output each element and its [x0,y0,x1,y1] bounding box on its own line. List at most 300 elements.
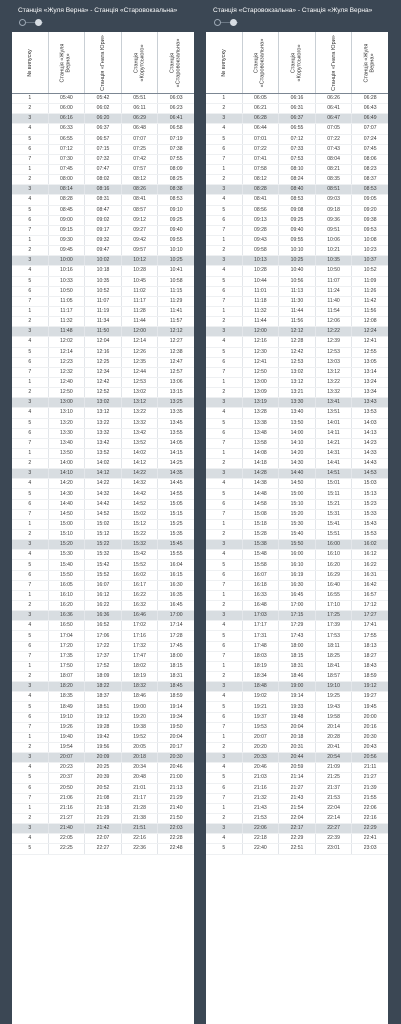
table-row [12,814,194,824]
time-cell: 11:54 [316,307,353,316]
time-cell: 14:01 [316,419,353,428]
table-row [12,682,194,692]
time-cell: 10:52 [363,267,377,274]
time-cell: 09:05 [363,196,377,203]
table-row [12,692,194,702]
table-row [12,713,194,723]
time-cell: 08:51 [316,185,353,194]
time-cell: 21:53 [243,814,280,823]
time-cell: 08:41 [243,195,280,204]
pager-dot[interactable] [214,19,221,26]
time-cell: 08:47 [85,206,122,215]
time-cell: 06:55 [279,124,316,133]
time-cell: 11:17 [122,297,159,306]
time-cell: 19:45 [363,703,377,710]
time-cell: 10:35 [85,277,122,286]
table-row [12,672,194,682]
table-row [12,621,194,631]
table-row [206,753,388,763]
run-number-cell: 6 [12,784,49,793]
time-cell: 19:26 [49,723,86,732]
time-cell: 20:07 [243,733,280,742]
time-cell: 10:35 [316,256,353,265]
table-row [206,104,388,114]
time-cell: 16:05 [49,581,86,590]
time-cell: 10:50 [49,287,86,296]
time-cell: 11:24 [316,287,353,296]
time-cell: 09:25 [169,216,183,223]
time-cell: 06:33 [49,124,86,133]
time-cell: 06:16 [49,114,86,123]
time-cell: 22:04 [279,814,316,823]
time-cell: 20:23 [49,763,86,772]
time-cell: 10:41 [169,267,183,274]
time-cell: 21:11 [363,764,377,771]
pager-dot-active[interactable] [230,19,237,26]
pager-dot[interactable] [19,19,26,26]
time-cell: 14:00 [279,429,316,438]
time-cell: 14:05 [169,439,183,446]
run-number-cell: 6 [206,571,243,580]
time-cell: 17:47 [122,652,159,661]
time-cell: 16:07 [85,581,122,590]
table-row [12,844,194,854]
run-number-cell: 4 [12,763,49,772]
time-cell: 16:00 [279,550,316,559]
time-cell: 21:14 [279,773,316,782]
time-cell: 13:34 [363,389,377,396]
run-number-cell: 2 [206,459,243,468]
time-cell: 20:18 [279,733,316,742]
time-cell: 13:02 [122,388,159,397]
time-cell: 15:25 [169,520,183,527]
time-cell: 16:07 [243,571,280,580]
time-cell: 14:02 [85,459,122,468]
table-row [206,348,388,358]
run-number-cell: 7 [206,226,243,235]
run-number-cell: 4 [206,337,243,346]
time-cell: 12:28 [279,337,316,346]
time-cell: 13:03 [316,358,353,367]
time-cell: 15:08 [243,510,280,519]
time-cell: 07:32 [85,155,122,164]
table-row [12,408,194,418]
time-cell: 13:24 [363,379,377,385]
time-cell: 17:48 [243,642,280,651]
table-row [206,155,388,165]
time-cell: 16:02 [122,571,159,580]
run-number-cell: 3 [206,469,243,478]
time-cell: 20:52 [85,784,122,793]
time-cell: 16:10 [279,560,316,569]
time-cell: 12:06 [316,317,353,326]
time-cell: 14:12 [85,469,122,478]
run-number-cell: 5 [206,844,243,853]
time-cell: 13:20 [49,419,86,428]
time-cell: 15:12 [85,530,122,539]
time-cell: 12:41 [363,338,377,345]
time-cell: 10:10 [169,247,183,254]
time-cell: 12:50 [243,368,280,377]
time-cell: 16:42 [363,581,377,588]
time-cell: 14:08 [243,449,280,458]
run-number-cell: 1 [12,449,49,458]
run-number-cell: 2 [206,246,243,255]
time-cell: 06:44 [243,124,280,133]
run-number-cell: 4 [12,337,49,346]
run-number-cell: 3 [12,398,49,407]
time-cell: 09:02 [85,216,122,225]
run-number-cell: 6 [12,429,49,438]
time-cell: 09:28 [243,226,280,235]
table-row [12,601,194,611]
table-row [206,246,388,256]
time-cell: 12:38 [169,348,183,355]
time-cell: 21:42 [85,824,122,833]
time-cell: 12:02 [49,337,86,346]
run-number-cell: 7 [206,652,243,661]
run-number-cell: 5 [206,631,243,640]
run-number-cell: 7 [12,297,49,306]
table-row [12,652,194,662]
time-cell: 13:22 [85,419,122,428]
time-cell: 22:07 [85,834,122,843]
time-cell: 15:22 [85,540,122,549]
time-cell: 12:14 [49,348,86,357]
time-cell: 13:15 [169,389,183,396]
time-cell: 08:41 [122,195,159,204]
table-row [206,206,388,216]
table-row [12,489,194,499]
time-cell: 07:41 [243,155,280,164]
run-number-cell: 4 [206,763,243,772]
time-cell: 17:52 [85,662,122,671]
time-cell: 06:55 [49,135,86,144]
time-cell: 15:50 [49,571,86,580]
run-number-cell: 6 [206,358,243,367]
time-cell: 18:49 [49,702,86,711]
time-cell: 13:51 [316,408,353,417]
table-row [12,388,194,398]
time-cell: 11:42 [363,297,377,304]
time-cell: 08:38 [169,186,183,193]
time-cell: 15:00 [279,489,316,498]
time-cell: 07:45 [363,145,377,152]
time-cell: 11:44 [122,317,159,326]
run-number-cell: 4 [12,266,49,275]
time-cell: 16:12 [85,591,122,600]
time-cell: 19:02 [243,692,280,701]
time-cell: 10:25 [169,257,183,264]
time-cell: 16:30 [279,581,316,590]
time-cell: 17:16 [122,631,159,640]
time-cell: 14:32 [122,479,159,488]
time-cell: 21:16 [243,784,280,793]
table-row [12,256,194,266]
time-cell: 19:20 [122,713,159,722]
time-cell: 11:56 [279,317,316,326]
run-number-cell: 7 [206,439,243,448]
time-cell: 12:24 [363,328,377,335]
time-cell: 18:00 [169,652,183,659]
time-cell: 19:37 [243,713,280,722]
time-cell: 17:32 [122,642,159,651]
time-cell: 21:09 [316,763,353,772]
table-row [206,337,388,347]
column-header: Станція «Гната Юри» [316,32,353,93]
run-number-cell: 2 [12,743,49,752]
run-number-cell: 7 [12,155,49,164]
table-row [206,429,388,439]
time-cell: 12:14 [122,337,159,346]
time-cell: 21:37 [316,784,353,793]
time-cell: 06:47 [316,114,353,123]
time-cell: 07:19 [169,135,183,142]
table-row [206,652,388,662]
time-cell: 17:41 [363,622,377,629]
time-cell: 18:51 [85,702,122,711]
table-row [206,419,388,429]
time-cell: 21:16 [49,804,86,813]
run-number-cell: 3 [206,114,243,123]
run-number-cell: 5 [12,773,49,782]
time-cell: 18:32 [122,682,159,691]
table-row [12,327,194,337]
time-cell: 12:39 [316,337,353,346]
time-cell: 21:51 [122,824,159,833]
run-number-cell: 1 [12,378,49,387]
time-cell: 18:07 [49,672,86,681]
time-cell: 07:42 [122,155,159,164]
time-cell: 14:50 [49,510,86,519]
table-row [206,763,388,773]
time-cell: 12:27 [169,338,183,345]
table-row [12,104,194,114]
table-row [206,277,388,287]
time-cell: 17:39 [316,621,353,630]
time-cell: 06:26 [316,94,353,103]
run-number-cell: 2 [12,814,49,823]
time-cell: 06:37 [85,124,122,133]
run-number-cell: 4 [12,195,49,204]
time-cell: 21:50 [169,815,183,822]
table-row [206,571,388,581]
table-row [12,560,194,570]
time-cell: 20:31 [279,743,316,752]
time-cell: 19:12 [363,683,377,690]
time-cell: 06:05 [243,94,280,103]
time-cell: 09:13 [243,216,280,225]
time-cell: 12:26 [122,348,159,357]
time-cell: 20:30 [169,754,183,761]
time-cell: 15:23 [363,500,377,507]
time-cell: 14:22 [85,479,122,488]
run-number-cell: 5 [12,206,49,215]
time-cell: 08:37 [363,176,377,183]
time-cell: 20:37 [49,773,86,782]
time-cell: 15:45 [169,541,183,548]
time-cell: 15:53 [363,531,377,538]
run-number-cell: 2 [12,175,49,184]
run-number-cell: 5 [206,773,243,782]
time-cell: 21:32 [243,794,280,803]
time-cell: 13:22 [122,408,159,417]
time-cell: 15:10 [49,530,86,539]
table-row [12,94,194,104]
time-cell: 07:45 [49,165,86,174]
run-number-cell: 4 [206,834,243,843]
time-cell: 13:09 [243,388,280,397]
run-number-cell: 7 [206,794,243,803]
table-row [206,469,388,479]
time-cell: 15:15 [169,510,183,517]
run-number-cell: 5 [206,277,243,286]
table-row [12,439,194,449]
time-cell: 10:28 [122,266,159,275]
run-number-cell: 1 [12,307,49,316]
table-row [206,449,388,459]
run-number-cell: 3 [206,753,243,762]
time-cell: 16:46 [122,611,159,620]
table-row [12,206,194,216]
run-number-cell: 5 [12,277,49,286]
time-cell: 14:11 [316,429,353,438]
time-cell: 08:45 [49,206,86,215]
time-cell: 12:55 [363,348,377,355]
time-cell: 21:29 [169,794,183,801]
table-row [12,631,194,641]
time-cell: 16:10 [49,591,86,600]
time-cell: 13:00 [49,398,86,407]
time-cell: 09:03 [316,195,353,204]
time-cell: 13:10 [49,408,86,417]
time-cell: 18:48 [243,682,280,691]
run-number-cell: 7 [12,439,49,448]
table-row [206,114,388,124]
table-row [12,824,194,834]
time-cell: 13:22 [316,378,353,387]
run-number-cell: 1 [206,307,243,316]
run-number-cell: 2 [12,601,49,610]
time-cell: 12:25 [85,358,122,367]
time-cell: 22:14 [316,814,353,823]
pager-dot-active[interactable] [35,19,42,26]
time-cell: 08:53 [279,195,316,204]
time-cell: 18:37 [85,692,122,701]
time-cell: 17:31 [243,631,280,640]
table-row [12,611,194,621]
time-cell: 11:07 [316,277,353,286]
time-cell: 12:12 [169,328,183,335]
run-number-cell: 5 [12,631,49,640]
time-cell: 10:21 [316,246,353,255]
table-row [12,753,194,763]
run-number-cell: 2 [206,388,243,397]
time-cell: 21:08 [85,794,122,803]
time-cell: 15:35 [169,531,183,538]
time-cell: 11:44 [243,317,280,326]
table-row [206,185,388,195]
run-number-cell: 6 [12,287,49,296]
time-cell: 17:53 [316,631,353,640]
time-cell: 15:30 [49,550,86,559]
table-row [12,368,194,378]
run-number-cell: 7 [12,510,49,519]
time-cell: 15:31 [316,510,353,519]
time-cell: 11:07 [85,297,122,306]
table-row [12,530,194,540]
table-row [206,723,388,733]
time-cell: 17:28 [169,632,183,639]
time-cell: 18:41 [316,662,353,671]
time-cell: 10:37 [363,257,377,264]
time-cell: 12:00 [243,327,280,336]
time-cell: 15:33 [363,510,377,517]
table-row [12,277,194,287]
time-cell: 17:03 [243,611,280,620]
run-number-cell: 1 [206,165,243,174]
time-cell: 06:41 [169,115,183,122]
run-number-cell: 7 [12,581,49,590]
time-cell: 17:15 [279,611,316,620]
run-number-cell: 7 [12,226,49,235]
time-cell: 14:13 [363,429,377,436]
table-row [206,611,388,621]
time-cell: 16:04 [169,561,183,568]
time-cell: 16:55 [316,591,353,600]
time-cell: 18:46 [122,692,159,701]
time-cell: 06:20 [85,114,122,123]
table-row [12,429,194,439]
time-cell: 16:33 [243,591,280,600]
time-cell: 09:43 [243,236,280,245]
table-body [12,94,194,855]
time-cell: 07:07 [122,135,159,144]
time-cell: 19:28 [85,723,122,732]
time-cell: 09:53 [363,226,377,233]
time-cell: 22:28 [169,835,183,842]
time-cell: 10:56 [279,277,316,286]
time-cell: 14:48 [243,489,280,498]
time-cell: 18:43 [363,662,377,669]
time-cell: 14:55 [169,490,183,497]
time-cell: 09:10 [169,206,183,213]
time-cell: 06:41 [316,104,353,113]
time-cell: 17:43 [279,631,316,640]
table-row [206,266,388,276]
time-cell: 06:48 [122,124,159,133]
time-cell: 09:47 [85,246,122,255]
time-cell: 19:38 [122,723,159,732]
time-cell: 07:55 [169,155,183,162]
run-number-cell: 1 [12,733,49,742]
table-row [12,216,194,226]
time-cell: 15:01 [316,479,353,488]
time-cell: 14:51 [316,469,353,478]
table-row [12,550,194,560]
time-cell: 16:00 [316,540,353,549]
time-cell: 07:12 [279,135,316,144]
table-row [206,844,388,854]
time-cell: 07:12 [49,145,86,154]
table-row [12,520,194,530]
time-cell: 16:15 [169,571,183,578]
time-cell: 17:06 [85,631,122,640]
run-number-cell: 1 [206,449,243,458]
time-cell: 14:42 [85,500,122,509]
time-cell: 18:19 [122,672,159,681]
time-cell: 14:10 [279,439,316,448]
